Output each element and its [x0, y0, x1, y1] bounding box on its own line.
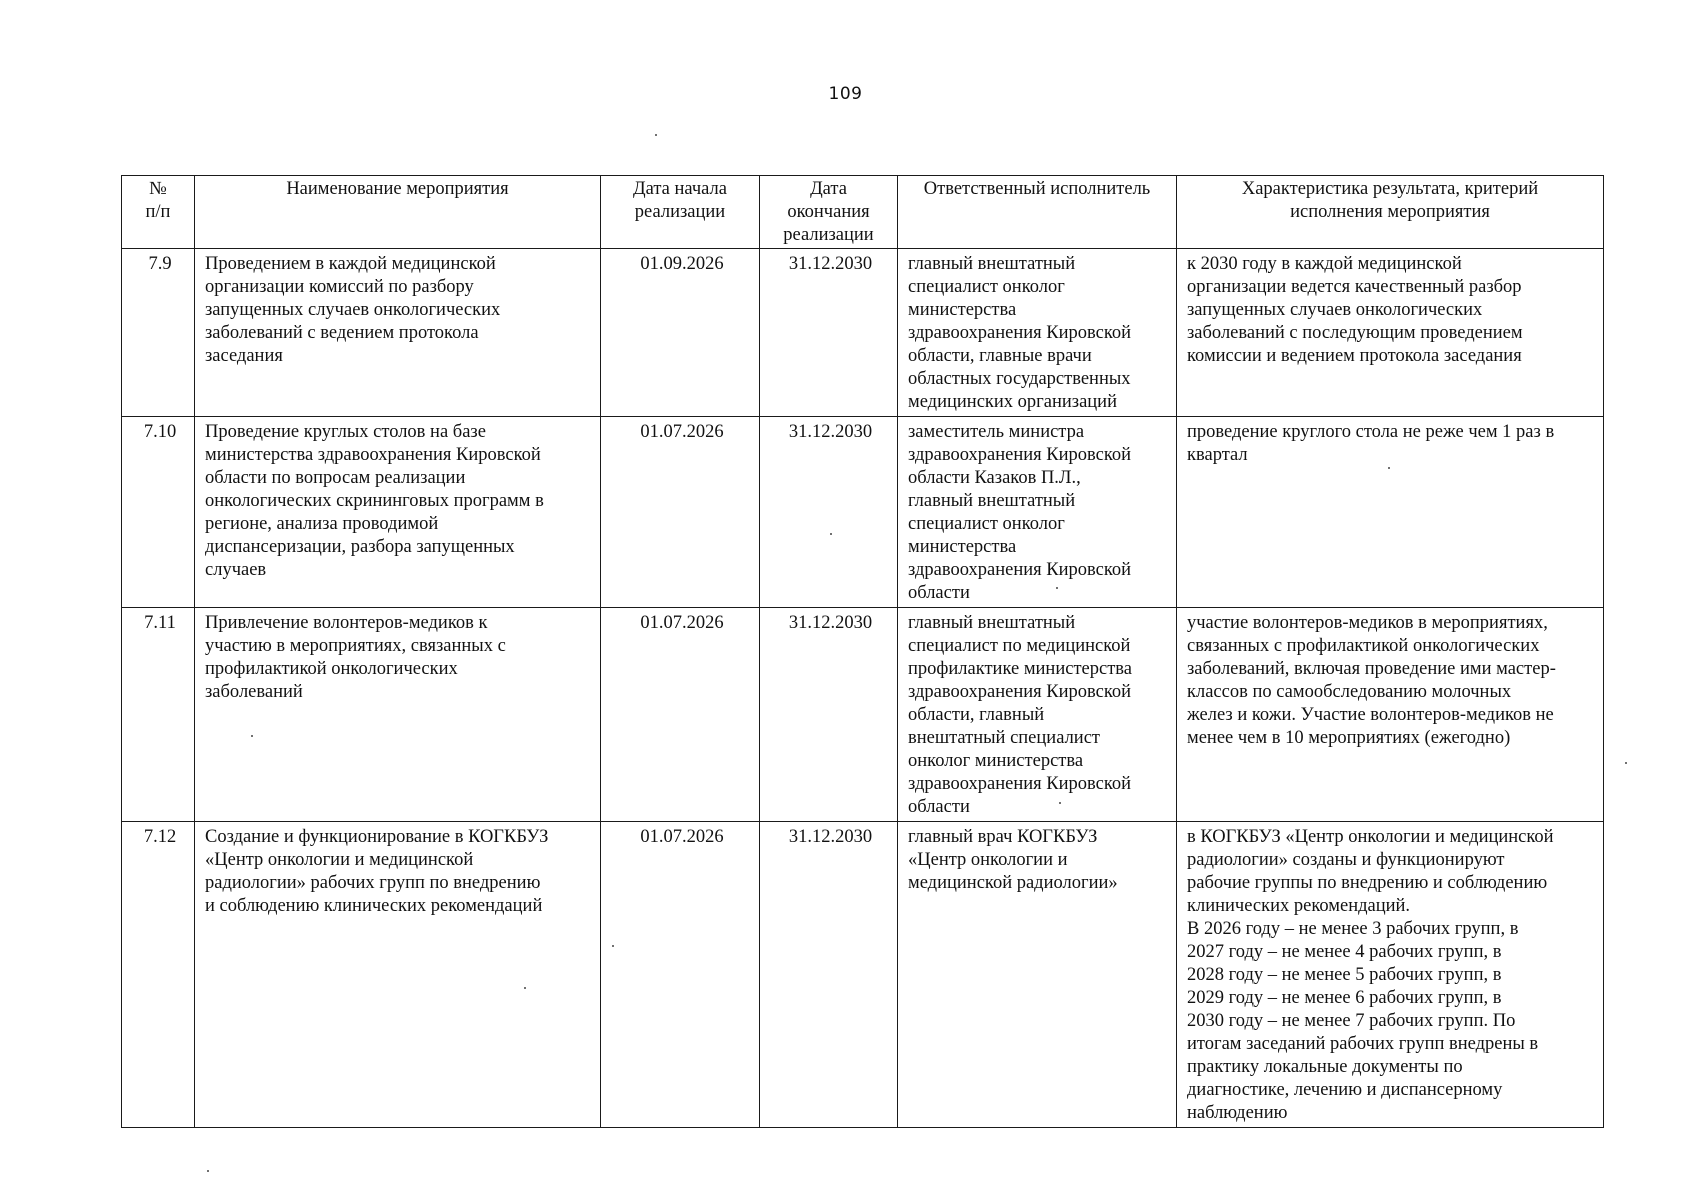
- page-number: 109: [828, 84, 863, 104]
- responsible-executor: главный внештатный специалист по медицинской профилактике министерства здравоохранения Кировской области, главный внештатный специалист онколог министерства здравоохранения Кировской области: [898, 608, 1177, 822]
- start-date: 01.07.2026: [601, 608, 760, 822]
- activities-table: [121, 175, 1604, 1128]
- responsible-executor: главный внештатный специалист онколог министерства здравоохранения Кировской области, главные врачи областных государственных медицинских организаций: [898, 249, 1177, 417]
- result-description: проведение круглого стола не реже чем 1 раз в квартал: [1177, 417, 1604, 608]
- scan-speck: [655, 134, 657, 136]
- header-number: № п/п: [122, 176, 195, 249]
- responsible-executor: заместитель министра здравоохранения Кировской области Казаков П.Л., главный внештатный специалист онколог министерства здравоохранения Кировской области: [898, 417, 1177, 608]
- row-number: 7.12: [122, 822, 195, 1128]
- header-start-date: Дата начала реализации: [601, 176, 760, 249]
- scan-speck: [207, 1170, 209, 1172]
- scan-speck: [1059, 802, 1061, 804]
- end-date: 31.12.2030: [760, 608, 898, 822]
- header-responsible: Ответственный исполнитель: [898, 176, 1177, 249]
- header-result: Характеристика результата, критерий исполнения мероприятия: [1177, 176, 1604, 249]
- result-description: в КОГКБУЗ «Центр онкологии и медицинской радиологии» созданы и функционируют рабочие группы по внедрению и соблюдению клинических рекомендаций. В 2026 году – не менее 3 рабочих групп, в 2027 году – не менее 4 рабочих групп, в 2028 году – не менее 5 рабочих групп, в 2029 году – не менее 6 рабочих групп, в 2030 году – не менее 7 рабочих групп. По итогам заседаний рабочих групп внедрены в практику локальные документы по диагностике, лечению и диспансерному наблюдению: [1177, 822, 1604, 1128]
- activity-name: Проведение круглых столов на базе министерства здравоохранения Кировской области по вопросам реализации онкологических скрининговых программ в регионе, анализа проводимой диспансеризации, разбора запущенных случаев: [195, 417, 601, 608]
- header-end-date: Дата окончания реализации: [760, 176, 898, 249]
- result-description: участие волонтеров-медиков в мероприятиях, связанных с профилактикой онкологических заболеваний, включая проведение ими мастер- классов по самообследованию молочных желез и кожи. Участие волонтеров-медиков не менее чем в 10 мероприятиях (ежегодно): [1177, 608, 1604, 822]
- table-header: [122, 176, 1604, 249]
- row-number: 7.9: [122, 249, 195, 417]
- scan-speck: [612, 945, 614, 947]
- scan-speck: [1388, 467, 1390, 469]
- end-date: 31.12.2030: [760, 822, 898, 1128]
- activity-name: Создание и функционирование в КОГКБУЗ «Центр онкологии и медицинской радиологии» рабочих групп по внедрению и соблюдению клинических рекомендаций: [195, 822, 601, 1128]
- scan-speck: [524, 987, 526, 989]
- scan-speck: [1625, 762, 1627, 764]
- header-activity-name: Наименование мероприятия: [195, 176, 601, 249]
- row-number: 7.11: [122, 608, 195, 822]
- table-row: [122, 249, 1604, 417]
- scan-speck: [1056, 587, 1058, 589]
- end-date: 31.12.2030: [760, 417, 898, 608]
- start-date: 01.07.2026: [601, 417, 760, 608]
- table-row: [122, 417, 1604, 608]
- table-row: [122, 822, 1604, 1128]
- result-description: к 2030 году в каждой медицинской организации ведется качественный разбор запущенных случаев онкологических заболеваний с последующим проведением комиссии и ведением протокола заседания: [1177, 249, 1604, 417]
- start-date: 01.09.2026: [601, 249, 760, 417]
- scan-speck: [830, 533, 832, 535]
- activity-name: Проведением в каждой медицинской организации комиссий по разбору запущенных случаев онкологических заболеваний с ведением протокола заседания: [195, 249, 601, 417]
- end-date: 31.12.2030: [760, 249, 898, 417]
- start-date: 01.07.2026: [601, 822, 760, 1128]
- row-number: 7.10: [122, 417, 195, 608]
- table-row: [122, 608, 1604, 822]
- activity-name: Привлечение волонтеров-медиков к участию в мероприятиях, связанных с профилактикой онкологических заболеваний: [195, 608, 601, 822]
- scan-speck: [251, 735, 253, 737]
- responsible-executor: главный врач КОГКБУЗ «Центр онкологии и медицинской радиологии»: [898, 822, 1177, 1128]
